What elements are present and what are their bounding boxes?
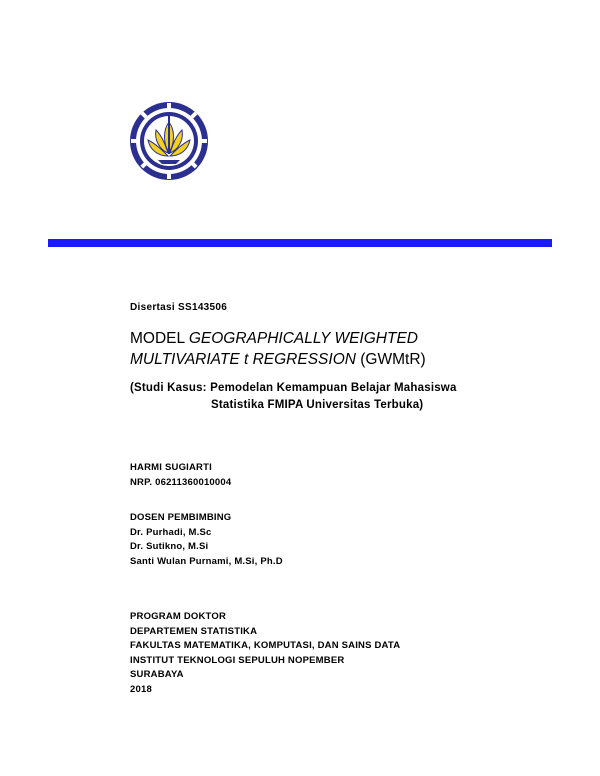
document-subtitle: [130, 380, 457, 414]
author-nrp: NRP. 06211360010004: [130, 476, 232, 488]
title-suffix: (GWMtR): [355, 351, 426, 368]
department-line: DEPARTEMEN STATISTIKA: [130, 625, 258, 637]
subtitle-line-1: (Studi Kasus: Pemodelan Kemampuan Belajar Mahasiswa: [130, 382, 457, 394]
year-line: 2018: [130, 683, 152, 695]
author-name: HARMI SUGIARTI: [130, 462, 212, 473]
faculty-line: FAKULTAS MATEMATIKA, KOMPUTASI, DAN SAINS DATA: [130, 640, 401, 651]
title-line-1: [130, 328, 426, 349]
its-logo-icon: [128, 100, 210, 182]
title-italic-2: MULTIVARIATE t REGRESSION: [130, 351, 356, 368]
title-line-2: [130, 349, 426, 370]
supervisor-heading: DOSEN PEMBIMBING: [130, 512, 232, 523]
header-rule: [48, 239, 552, 247]
institution-block: [130, 610, 400, 697]
supervisor-name: Santi Wulan Purnami, M.Si, Ph.D: [130, 555, 283, 567]
program-line: PROGRAM DOKTOR: [130, 611, 227, 622]
institute-line: INSTITUT TEKNOLOGI SEPULUH NOPEMBER: [130, 654, 345, 666]
title-prefix: MODEL: [130, 330, 189, 347]
supervisor-name: Dr. Sutikno, M.Si: [130, 541, 209, 552]
document-title: [130, 328, 426, 370]
supervisor-block: [130, 511, 283, 569]
supervisor-name: Dr. Purhadi, M.Sc: [130, 526, 212, 538]
subtitle-line-2: Statistika FMIPA Universitas Terbuka): [211, 399, 424, 411]
author-block: [130, 461, 231, 490]
title-italic-1: GEOGRAPHICALLY WEIGHTED: [188, 330, 418, 347]
city-line: SURABAYA: [130, 669, 184, 680]
document-type: Disertasi SS143506: [130, 302, 228, 313]
